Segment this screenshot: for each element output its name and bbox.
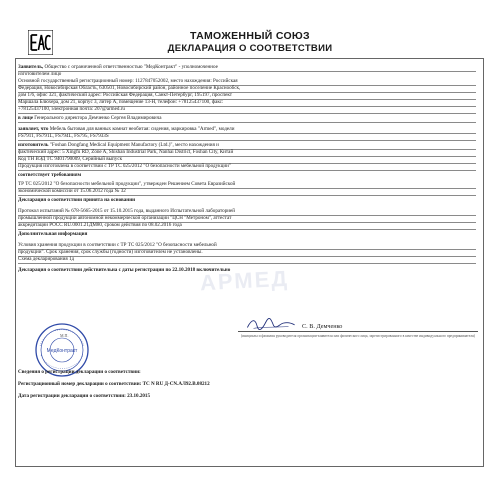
signature-caption: (инициалы и фамилия руководителя организации-заявителя или физического лица, зарегистрированного в качестве индивидуального предпринимателя) (241, 334, 475, 338)
basis-line-1: Протокол испытаний № 678-5665-2015 от 15.10.2015 года, выданного Испытательной лабораторией (18, 208, 476, 216)
validity-statement: Декларация о соответствии действительна с даты регистрации по 22.10.2018 включительно (18, 267, 231, 273)
applicant-line-2: изготовителем лицо (18, 71, 62, 77)
applicant-line-6: Маршала Блюхера, дом 21, корпус 3, литер А, помещение 13-Н, телефон: +78125437100, факс: (18, 99, 476, 107)
svg-text:МедКонтракт: МедКонтракт (46, 348, 78, 354)
handwritten-signature (244, 317, 298, 331)
signature-line (238, 331, 478, 332)
document-title: ТАМОЖЕННЫЙ СОЮЗ (190, 30, 310, 42)
applicant-representative: в лице Генерального директора Демченко Сергея Владимировича (18, 115, 476, 123)
applicant-line-1: Заявитель, Общество с ограниченной ответственностью "МедКонтракт" - уполномоченное (18, 64, 476, 72)
manufacturer-line-1: изготовитель "Foshan Dongfang Medical Equipment Manufactory (Ltd.)", место нахождения и (18, 142, 476, 150)
applicant-line-5: дом 1/6, офис 321, фактический адрес: Российская Федерация, Санкт-Петербург, 195197, проспект (18, 92, 476, 100)
applicant-line-3: Основной государственный регистрационный номер: 1127847052002, место нахождения: Российская (18, 78, 476, 86)
requirements-label: соответствует требованиям (18, 172, 82, 178)
additional-line-2: продукции". Срок хранения, срок службы (годности) изготовителем не установлены. (18, 249, 476, 257)
additional-line-3: Схема декларирования 1д (18, 256, 476, 264)
seal-mark-label: М.П. (60, 333, 69, 338)
product-line-1: заявляет, что Мебель бытовая для ванных комнат необитая: сидения, маркировка "Armed", модели (18, 126, 476, 134)
requirements-line-2: экономической комиссии от 15.06.2012 года № 32 (18, 188, 476, 196)
signatory-name: С. В. Демченко (302, 323, 343, 330)
additional-label: Дополнительная информация (18, 231, 88, 237)
manufacturer-line-2: фактический адрес: 5 Xingfu RD, Zone A, Shishan Industrial Park, Nanhai District, Foshan City, Китай (18, 149, 476, 157)
document-subtitle: ДЕКЛАРАЦИЯ О СООТВЕТСТВИИ (167, 43, 333, 54)
manufacturer-line-4: Продукция изготовлена в соответствии с ТР ТС 025/2012 "О безопасности мебельной продукции" (18, 163, 476, 171)
basis-label: Декларация о соответствии принята на основании (18, 197, 136, 203)
watermark: АРМЕД (199, 265, 290, 296)
basis-line-3: аккредитации РОСС RU.0001.21ДМ80, сроком действия по 08.02.2016 года (18, 222, 476, 230)
manufacturer-line-3: Код ТН ВЭД ТС 9401790009, Серийный выпуск (18, 156, 476, 164)
applicant-line-7: +78125437100, электронная почта: 207@armed.ru (18, 106, 476, 114)
product-line-2: FS7911, FS791L, FS794L, FS795, FS7933S (18, 133, 476, 141)
requirements-line-1: ТР ТС 025/2012 "О безопасности мебельной продукции", утвержден Решением Совета Евразийской (18, 181, 476, 189)
registration-info-label: Сведения о регистрации декларации о соответствии: (18, 369, 141, 375)
additional-line-1: Условия хранения продукции в соответствии с ТР ТС 025/2012 "О безопасности мебельной (18, 242, 476, 250)
basis-line-2: промышленной продукции автономной некоммерческой организации "ЦСН "Метроном", аттестат (18, 215, 476, 223)
registration-date: Дата регистрации декларации о соответствии: 23.10.2015 (18, 393, 151, 399)
applicant-line-4: Федерация, Новосибирская Область, 630501, Новосибирский район, районное поселение Краснообск, (18, 85, 476, 93)
registration-number: Регистрационный номер декларации о соответствии: ТС N RU Д-CN.АЛ92.В.08212 (18, 381, 210, 387)
